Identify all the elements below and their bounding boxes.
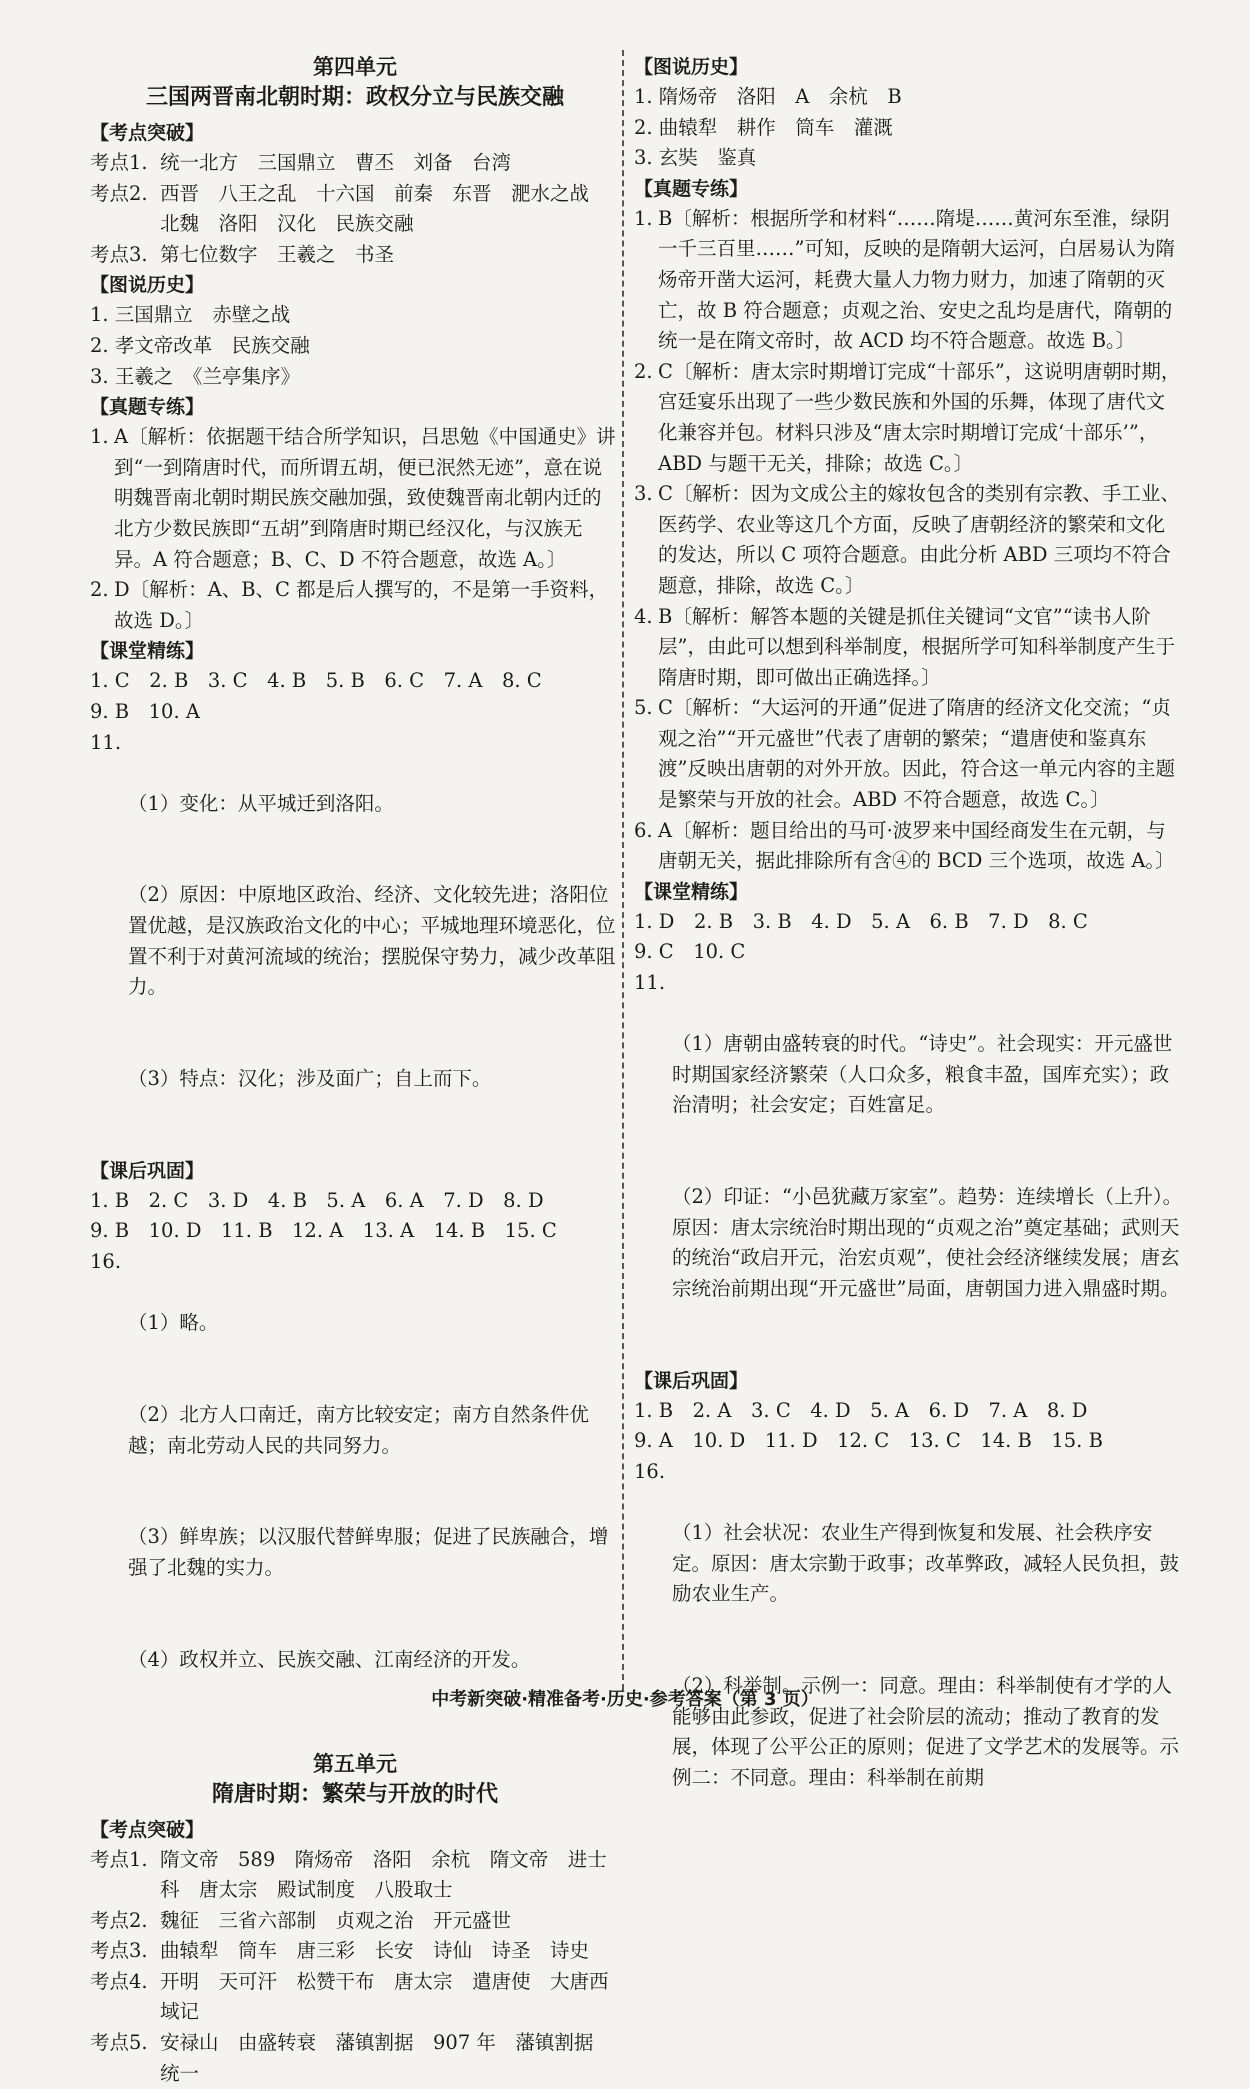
kaodian-item: 考点2. 西晋 八王之乱 十六国 前秦 东晋 淝水之战 北魏 洛阳 汉化 民族交融 (90, 181, 609, 236)
sub-answer: （3）特点：汉化；涉及面广；自上而下。 (128, 1067, 492, 1091)
section-heading: 【课堂精练】 (90, 640, 205, 663)
question-11: 11. （1）唐朝由盛转衰的时代。“诗史”。社会现实：开元盛世时期国家经济繁荣（人口众多，粮食丰盈，国库充实）；政治清明；社会安定；百姓富足。 （2）印证：“小邑犹藏万家室”。趋势：连续增长（上升）。原因：唐太宗统治时期出现的“贞观之治”奠定基础；武则天的统治“政启开元，治宏贞观”，使社会经济继续发展；唐玄宗统治前期出现“开元盛世”局面，唐朝国力进入鼎盛时期。 (634, 968, 1184, 1366)
answer-line: 1. B 2. C 3. D 4. B 5. A 6. A 7. D 8. D (90, 1188, 544, 1212)
section-heading: 【图说历史】 (90, 274, 205, 297)
tushuo-item: 1. 隋炀帝 洛阳 A 余杭 B (634, 85, 902, 108)
answer-line: 1. D 2. B 3. B 4. D 5. A 6. B 7. D 8. C (634, 909, 1088, 933)
left-column (90, 52, 620, 2089)
section-heading: 【真题专练】 (90, 396, 205, 419)
answer-line: 9. A 10. D 11. D 12. C 13. C 14. B 15. B (634, 1429, 1103, 1453)
sub-answer: （2）原因：中原地区政治、经济、文化较先进；洛阳位置优越，是汉族政治文化的中心；平城地理环境恶化，位置不利于对黄河流域的统治；摆脱保守势力，减少改革阻力。 (128, 883, 616, 999)
column-divider (622, 50, 624, 1690)
tushuo-item: 2. 孝文帝改革 民族交融 (90, 333, 310, 357)
kaodian-item: 考点2. 魏征 三省六部制 贞观之治 开元盛世 (90, 1908, 512, 1932)
unit5-subtitle: 隋唐时期：繁荣与开放的时代 (211, 1781, 498, 1807)
section-heading: 【课堂精练】 (634, 880, 749, 903)
kaodian-item: 考点3. 曲辕犁 筒车 唐三彩 长安 诗仙 诗圣 诗史 (90, 1939, 590, 1963)
tushuo-item: 3. 王羲之 《兰亭集序》 (90, 364, 301, 388)
zhenti-item: 4. B〔解析：解答本题的关键是抓住关键词“文官”“读书人阶层”，由此可以想到科举制度，根据所学可知科举制度产生于隋唐时期，即可做出正确选择。〕 (634, 604, 1175, 689)
sub-answer: （1）略。 (128, 1311, 219, 1335)
answer-line: 9. C 10. C (634, 940, 746, 964)
section-heading: 【考点突破】 (90, 122, 205, 144)
answer-line: 9. B 10. A (90, 699, 200, 723)
tushuo-item: 3. 玄奘 鉴真 (634, 146, 757, 170)
kaodian-item: 考点1. 隋文帝 589 隋炀帝 洛阳 余杭 隋文帝 进士科 唐太宗 殿试制度 八股取士 (90, 1847, 607, 1902)
zhenti-item: 3. C〔解析：因为文成公主的嫁妆包含的类别有宗教、手工业、医药学、农业等这几个方面，反映了唐朝经济的繁荣和文化的发达，所以 C 项符合题意。由此分析 ABD 三项均不符合题意，排除，故选 C。〕 (634, 482, 1180, 597)
kaodian-item: 考点1. 统一北方 三国鼎立 曹丕 刘备 台湾 (90, 151, 512, 174)
sub-answer: （2）印证：“小邑犹藏万家室”。趋势：连续增长（上升）。原因：唐太宗统治时期出现的“贞观之治”奠定基础；武则天的统治“政启开元，治宏贞观”，使社会经济继续发展；唐玄宗统治前期出现“开元盛世”局面，唐朝国力进入鼎盛时期。 (672, 1185, 1183, 1300)
section-heading: 【真题专练】 (634, 177, 749, 200)
sub-answer: （4）政权并立、民族交融、江南经济的开发。 (128, 1647, 531, 1671)
tushuo-item: 2. 曲辕犁 耕作 筒车 灌溉 (634, 115, 893, 139)
tushuo-item: 1. 三国鼎立 赤壁之战 (90, 303, 291, 327)
sub-answer: （1）唐朝由盛转衰的时代。“诗史”。社会现实：开元盛世时期国家经济繁荣（人口众多，粮食丰盈，国库充实）；政治清明；社会安定；百姓富足。 (672, 1032, 1173, 1117)
unit5-title: 第五单元 (313, 1751, 397, 1776)
kaodian-item: 考点5. 安禄山 由盛转衰 藩镇割据 907 年 藩镇割据 统一 (90, 2031, 613, 2085)
right-column (634, 52, 1184, 1855)
section-heading: 【考点突破】 (90, 1818, 205, 1841)
kaodian-item: 考点4. 开明 天可汗 松赞干布 唐太宗 遣唐使 大唐西域记 (90, 1969, 609, 2024)
zhenti-item: 5. C〔解析：“大运河的开通”促进了隋唐的经济文化交流；“贞观之治”“开元盛世”代表了唐朝的繁荣；“遣唐使和鉴真东渡”反映出唐朝的对外开放。因此，符合这一单元内容的主题是繁荣与开放的社会。ABD 不符合题意，故选 C。〕 (634, 696, 1175, 812)
sub-answer: （3）鲜卑族；以汉服代替鲜卑服；促进了民族融合，增强了北魏的实力。 (128, 1525, 609, 1579)
zhenti-item: 2. C〔解析：唐太宗时期增订完成“十部乐”，这说明唐朝时期，宫廷宴乐出现了一些少数民族和外国的乐舞，体现了唐代文化兼容并包。材料只涉及“唐太宗时期增订完成‘十部乐’”，ABD 与题干无关，排除；故选 C。〕 (634, 359, 1181, 475)
question-11: 11. （1）变化：从平城迁到洛阳。 （2）原因：中原地区政治、经济、文化较先进；洛阳位置优越，是汉族政治文化的中心；平城地理环境恶化，位置不利于对黄河流域的统治；摆脱保守势力，减少改革阻力。 （3）特点：汉化；涉及面广；自上而下。 (90, 728, 620, 1156)
unit4-title: 第四单元 (313, 55, 397, 79)
section-heading: 【课后巩固】 (90, 1159, 205, 1182)
unit4-subtitle: 三国两晋南北朝时期：政权分立与民族交融 (145, 85, 564, 110)
page-footer: 中考新突破·精准备考·历史·参考答案（第 3 页） (431, 1689, 819, 1710)
section-heading: 【图说历史】 (634, 56, 749, 78)
answer-line: 1. B 2. A 3. C 4. D 5. A 6. D 7. A 8. D (634, 1398, 1088, 1422)
kaodian-item: 考点3. 第七位数字 王羲之 书圣 (90, 242, 395, 266)
sub-answer: （1）社会状况：农业生产得到恢复和发展、社会秩序安定。原因：唐太宗勤于政事；改革弊政，减轻人民负担，鼓励农业生产。 (672, 1521, 1180, 1606)
section-heading: 【课后巩固】 (634, 1369, 749, 1392)
answer-line: 9. B 10. D 11. B 12. A 13. A 14. B 15. C (90, 1219, 557, 1243)
answer-line: 1. C 2. B 3. C 4. B 5. B 6. C 7. A 8. C (90, 669, 542, 693)
sub-answer: （1）变化：从平城迁到洛阳。 (128, 791, 394, 815)
sub-answer: （2）科举制。示例一：同意。理由：科举制使有才学的人能够由此参政，促进了社会阶层的流动；推动了教育的发展，体现了公平公正的原则；促进了文学艺术的发展等。示例二：不同意。理由：科举制在前期 (672, 1674, 1180, 1789)
zhenti-item: 1. A〔解析：依据题干结合所学知识，吕思勉《中国通史》讲到“一到隋唐时代，而所谓五胡，便已泯然无迹”，意在说明魏晋南北朝时期民族交融加强，致使魏晋南北朝内迁的北方少数民族即“五胡”到隋唐时期已经汉化，与汉族无异。A 符合题意；B、C、D 不符合题意，故选 A。〕 (90, 425, 616, 571)
zhenti-item: 6. A〔解析：题目给出的马可·波罗来中国经商发生在元朝，与唐朝无关，据此排除所有含④的 BCD 三个选项，故选 A。〕 (634, 818, 1175, 873)
question-16: 16. （1）社会状况：农业生产得到恢复和发展、社会秩序安定。原因：唐太宗勤于政事；改革弊政，减轻人民负担，鼓励农业生产。 （2）科举制。示例一：同意。理由：科举制使有才学的人能够由此参政，促进了社会阶层的流动；推动了教育的发展，体现了公平公正的原则；促进了文学艺术的发展等。示例二：不同意。理由：科举制在前期 (634, 1457, 1184, 1855)
zhenti-item: 2. D〔解析：A、B、C 都是后人撰写的，不是第一手资料，故选 D。〕 (90, 578, 609, 632)
sub-answer: （2）北方人口南迁，南方比较安定；南方自然条件优越；南北劳动人民的共同努力。 (128, 1402, 589, 1457)
question-16: 16. （1）略。 （2）北方人口南迁，南方比较安定；南方自然条件优越；南北劳动人民的共同努力。 （3）鲜卑族；以汉服代替鲜卑服；促进了民族融合，增强了北魏的实力。 （4）政权并立、民族交融、江南经济的开发。 (90, 1247, 620, 1737)
zhenti-item: 1. B〔解析：根据所学和材料“……隋堤……黄河东至淮，绿阴一千三百里……”可知，反映的是隋朝大运河，白居易认为隋炀帝开凿大运河，耗费大量人力物力财力，加速了隋朝的灭亡，故 B 符合题意；贞观之治、安史之乱均是唐代，隋朝的统一是在隋文帝时，故 ACD 均不符合题意。故选 B。〕 (634, 206, 1175, 353)
